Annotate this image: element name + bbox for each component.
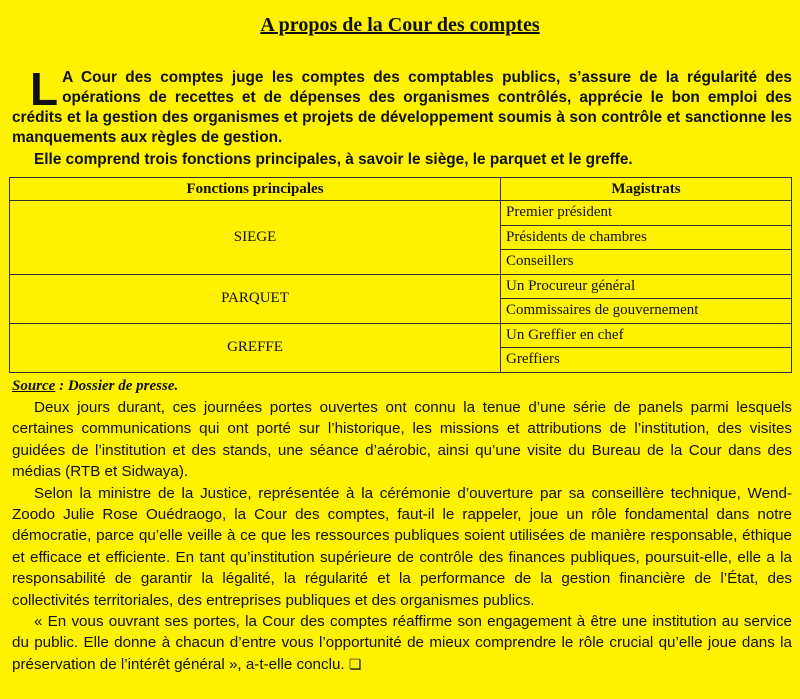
table-row (10, 323, 792, 348)
magistrat-cell: Commissaires de gouvernement (501, 299, 792, 324)
body-paragraph-3 (12, 611, 792, 675)
article-title: A propos de la Cour des comptes (260, 14, 540, 36)
magistrat-cell: Premier président (501, 201, 792, 226)
body-paragraph-1: Deux jours durant, ces journées portes ouvertes ont connu la tenue d’une série de panels parmi lesquels certaines communications qui ont porté sur l’historique, les missions et attributions de l’institution, des visites guidées de l’institution et des stands, une séance d’aérobic, ainsi qu’une visite du Bureau de la Cour dans des médias (RTB et Sidwaya). (12, 399, 792, 481)
magistrat-cell: Un Procureur général (501, 274, 792, 299)
function-greffe: GREFFE (10, 323, 501, 372)
drop-cap: L (30, 63, 59, 115)
magistrat-cell: Conseillers (501, 250, 792, 275)
table-source (12, 378, 178, 395)
table-row (10, 274, 792, 299)
source-label: Source (12, 378, 56, 394)
function-siege: SIEGE (10, 201, 501, 275)
header-magistrats: Magistrats (501, 178, 792, 201)
intro-paragraph (12, 63, 792, 148)
body-paragraph-2: Selon la ministre de la Justice, représentée à la cérémonie d’ouverture par sa conseillère technique, Wend-Zoodo Julie Rose Ouédraogo, la Cour des comptes, faut-il le rappeler, joue un rôle fondamental dans notre démocratie, parce qu’elle veille à ce que les ressources publiques soient utilisées de manière responsable, éthique et efficace et efficiente. En tant qu’institution supérieure de contrôle des finances publiques, poursuit-elle, elle a la responsabilité de garantir la légalité, la régularité et la performance de la gestion financière de l’État, des collectivités territoriales, des entreprises publiques et des organismes publics. (12, 484, 792, 609)
magistrat-cell: Un Greffier en chef (501, 323, 792, 348)
end-mark-icon: ❏ (348, 655, 362, 672)
article-body (12, 397, 792, 675)
intro-second-line: Elle comprend trois fonctions principales, à savoir le siège, le parquet et le greffe. (34, 151, 633, 168)
table-row (10, 201, 792, 226)
header-functions: Fonctions principales (10, 178, 501, 201)
body-paragraph-3-text: « En vous ouvrant ses portes, la Cour des comptes réaffirme son engagement à être une institution au service du public. Elle donne à chacun d’entre vous l’opportunité de mieux comprendre le rôle crucial qu’elle joue dans la préservation de l’intérêt général », a-t-elle conclu. (12, 613, 792, 673)
table-header-row (10, 178, 792, 201)
functions-table (9, 177, 792, 373)
source-text: : Dossier de presse. (55, 378, 179, 394)
magistrat-cell: Greffiers (501, 348, 792, 373)
function-parquet: PARQUET (10, 274, 501, 323)
intro-text: A Cour des comptes juge les comptes des comptables publics, s’assure de la régularité des opérations de recettes et de dépenses des organismes contrôlés, apprécie le bon emploi des crédits et la gestion des organismes et projets de développement soumis à son contrôle et sanctionne les manquements aux règles de gestion. (12, 69, 792, 146)
magistrat-cell: Présidents de chambres (501, 225, 792, 250)
